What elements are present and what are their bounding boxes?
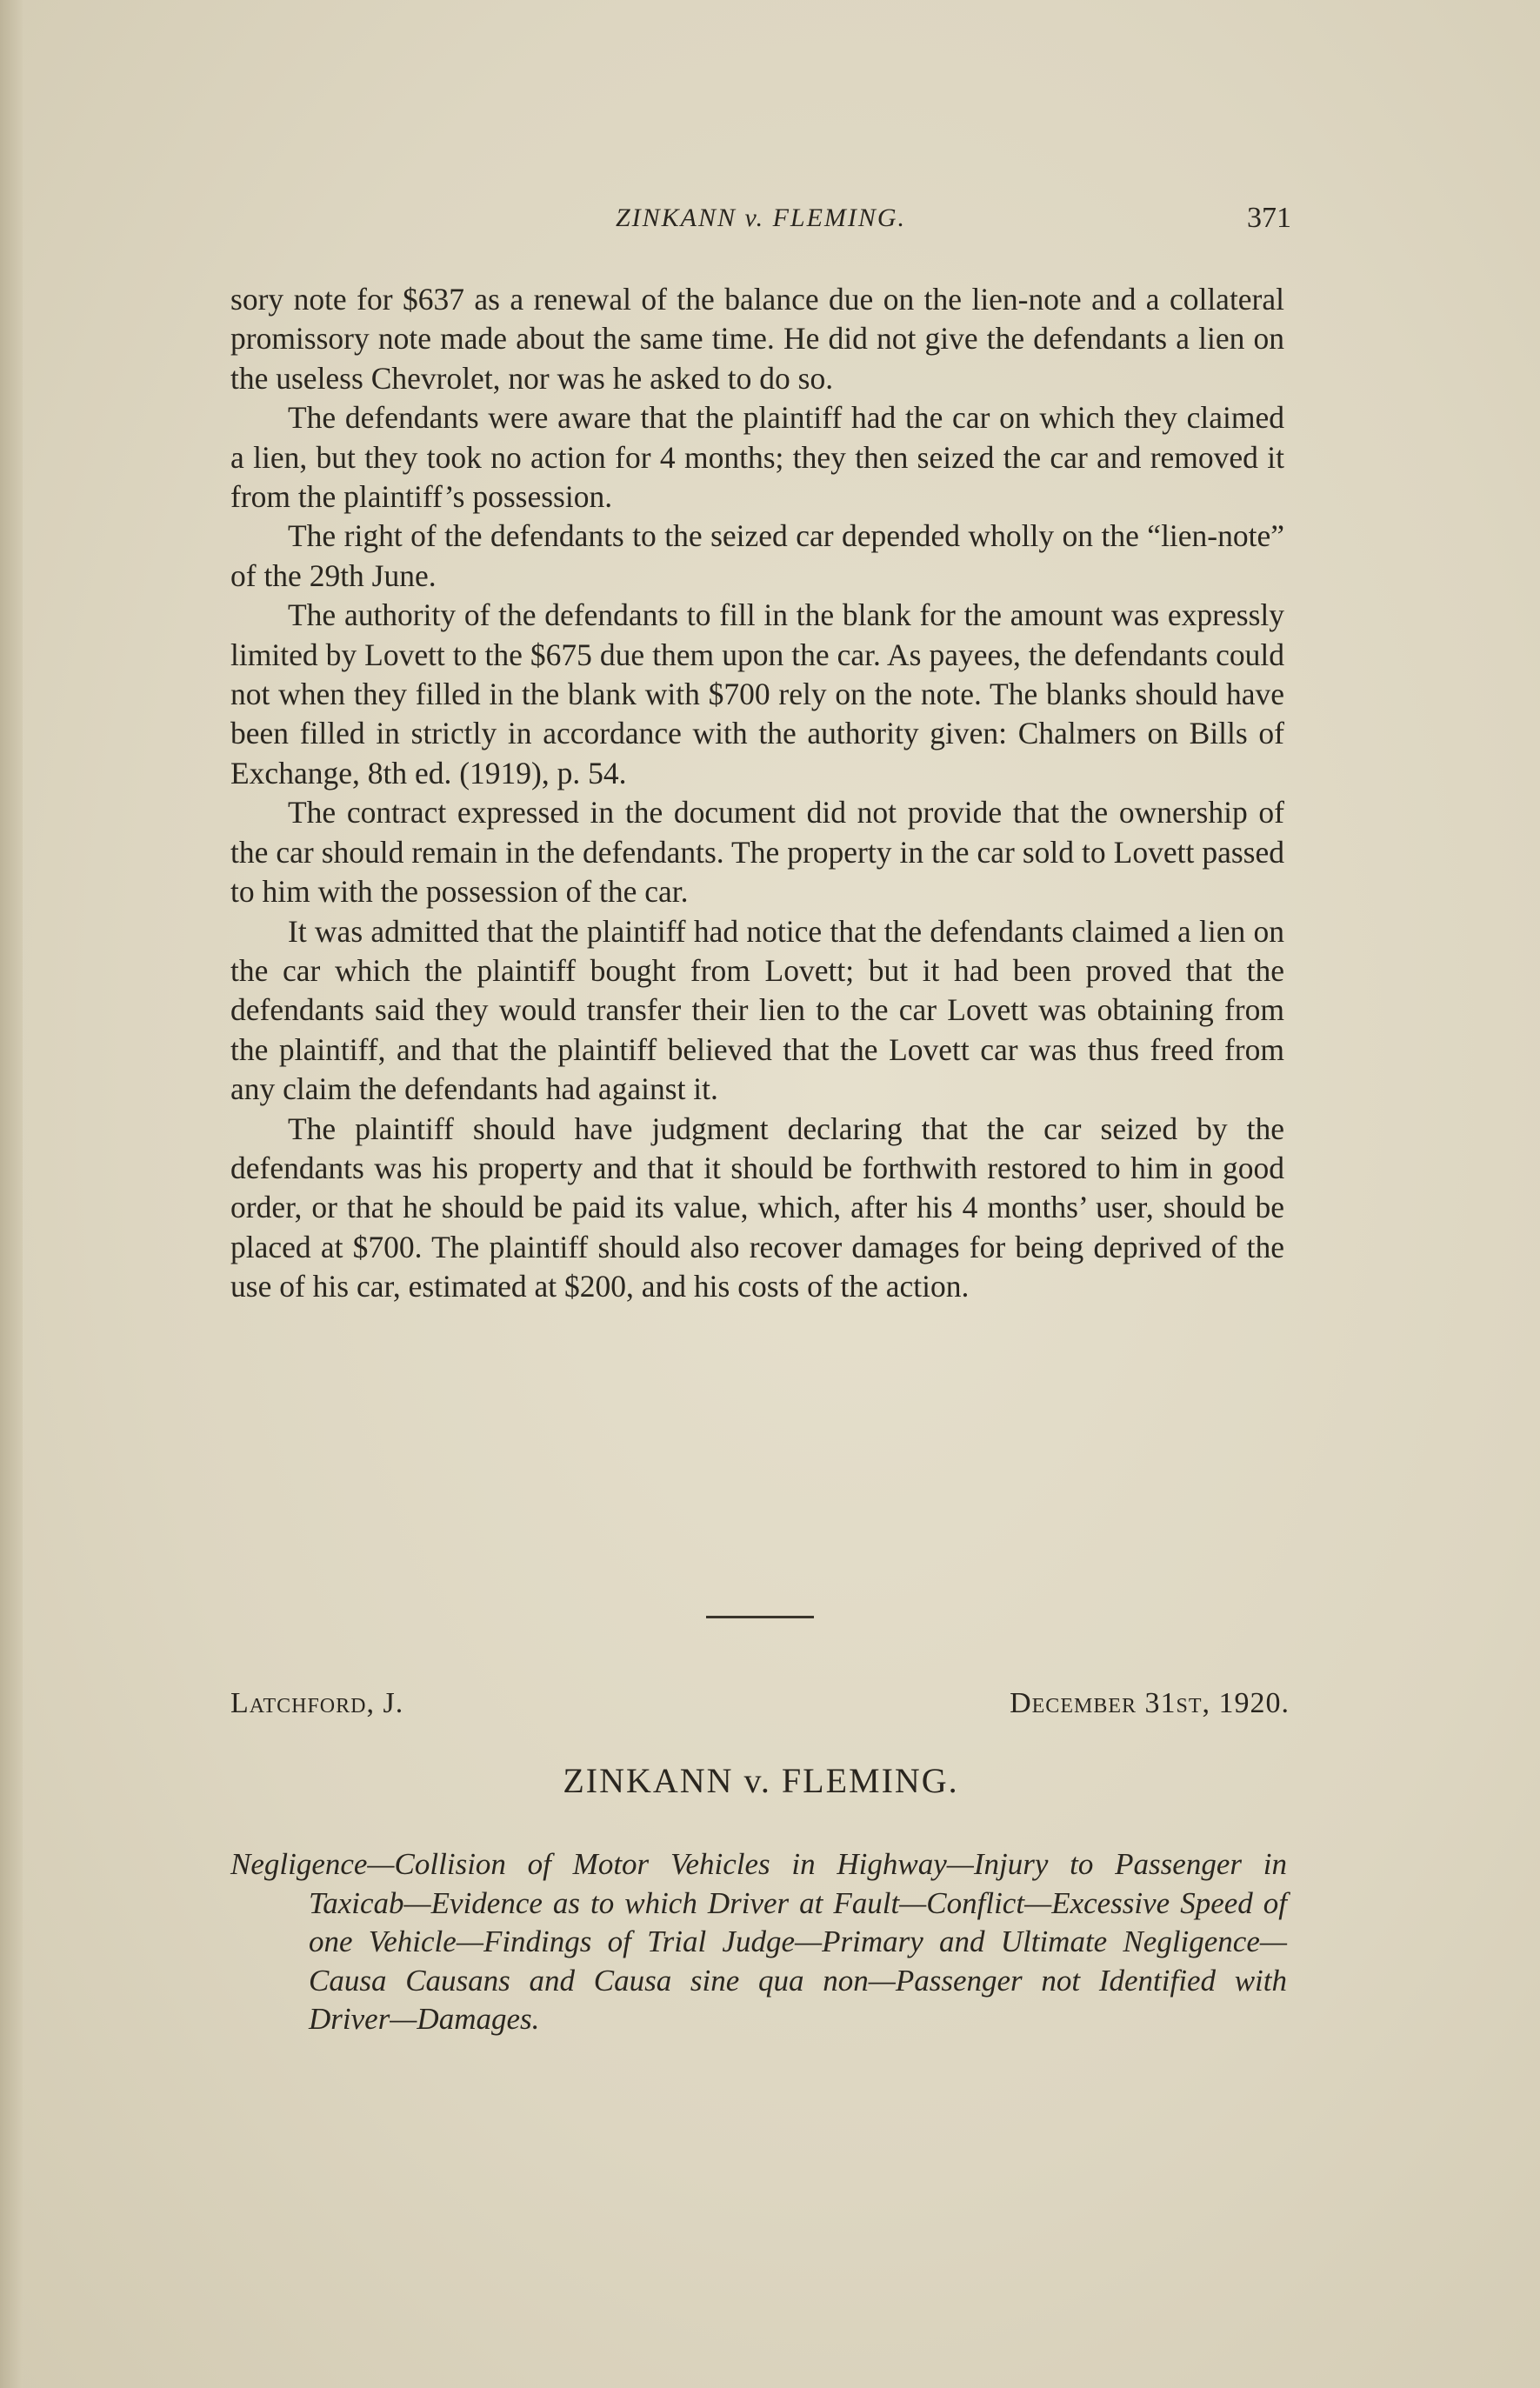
paragraph: It was admitted that the plaintiff had notice that the defendants claimed a lien on the car which the plaintiff bought from Lovett; but it had been proved that the defendants said they would transfer their lien to the car Lovett was obtaining from the plaintiff, and that the plaintiff believed that the Lovett car was thus freed from any claim the defendants had against it. bbox=[230, 913, 1284, 1107]
paragraph: The plaintiff should have judgment declaring that the car seized by the defendants was his property and that it should be forthwith restored to him in good order, or that he should be paid its value, which, after his 4 months’ user, should be placed at $700. The plaintiff should also recover damages for being deprived of the use of his car, estimated at $200, and his costs of the action. bbox=[230, 1111, 1284, 1304]
page-binding-edge bbox=[0, 0, 23, 2388]
section-divider bbox=[706, 1616, 814, 1618]
running-head: ZINKANN v. FLEMING. bbox=[615, 203, 907, 232]
judge-name: Latchford, J. bbox=[230, 1687, 404, 1719]
page-number: 371 bbox=[1247, 202, 1291, 234]
judgment-date: December 31st, 1920. bbox=[1010, 1687, 1290, 1719]
paragraph: The defendants were aware that the plaintiff had the car on which they claimed a lien, but they took no action for 4 months; they then seized the car and removed it from the plaintiff’s possession. bbox=[230, 400, 1284, 515]
headnote: Negligence—Collision of Motor Vehicles in Highway—Injury to Passenger in Taxicab—Evidence as to which Driver at Fault—Conflict—Excessive Speed of one Vehicle—Findings of Trial Judge—Primary and Ultimate Negligence—Causa Causans and Causa sine qua non—Passenger not Identified with Driver—Damages. bbox=[230, 1847, 1287, 2036]
body-text bbox=[230, 280, 1284, 1307]
paragraph: The authority of the defendants to fill in the blank for the amount was expressly limited by Lovett to the $675 due them upon the car. As payees, the defendants could not when they filled in the blank with $700 rely on the note. The blanks should have been filled in strictly in accordance with the authority given: Chalmers on Bills of Exchange, 8th ed. (1919), p. 54. bbox=[230, 597, 1284, 790]
case-title: ZINKANN v. FLEMING. bbox=[563, 1761, 959, 1800]
paragraph: The contract expressed in the document did not provide that the ownership of the car should remain in the defendants. The property in the car sold to Lovett passed to him with the possession of the car. bbox=[230, 795, 1284, 910]
page-header bbox=[230, 198, 1291, 250]
paragraph-continued: sory note for $637 as a renewal of the balance due on the lien-note and a collateral promissory note made about the same time. He did not give the defendants a lien on the useless Chevrolet, nor was he asked to do so. bbox=[230, 282, 1284, 396]
paragraph: The right of the defendants to the seized car depended wholly on the “lien-note” of the 29th June. bbox=[230, 518, 1284, 593]
